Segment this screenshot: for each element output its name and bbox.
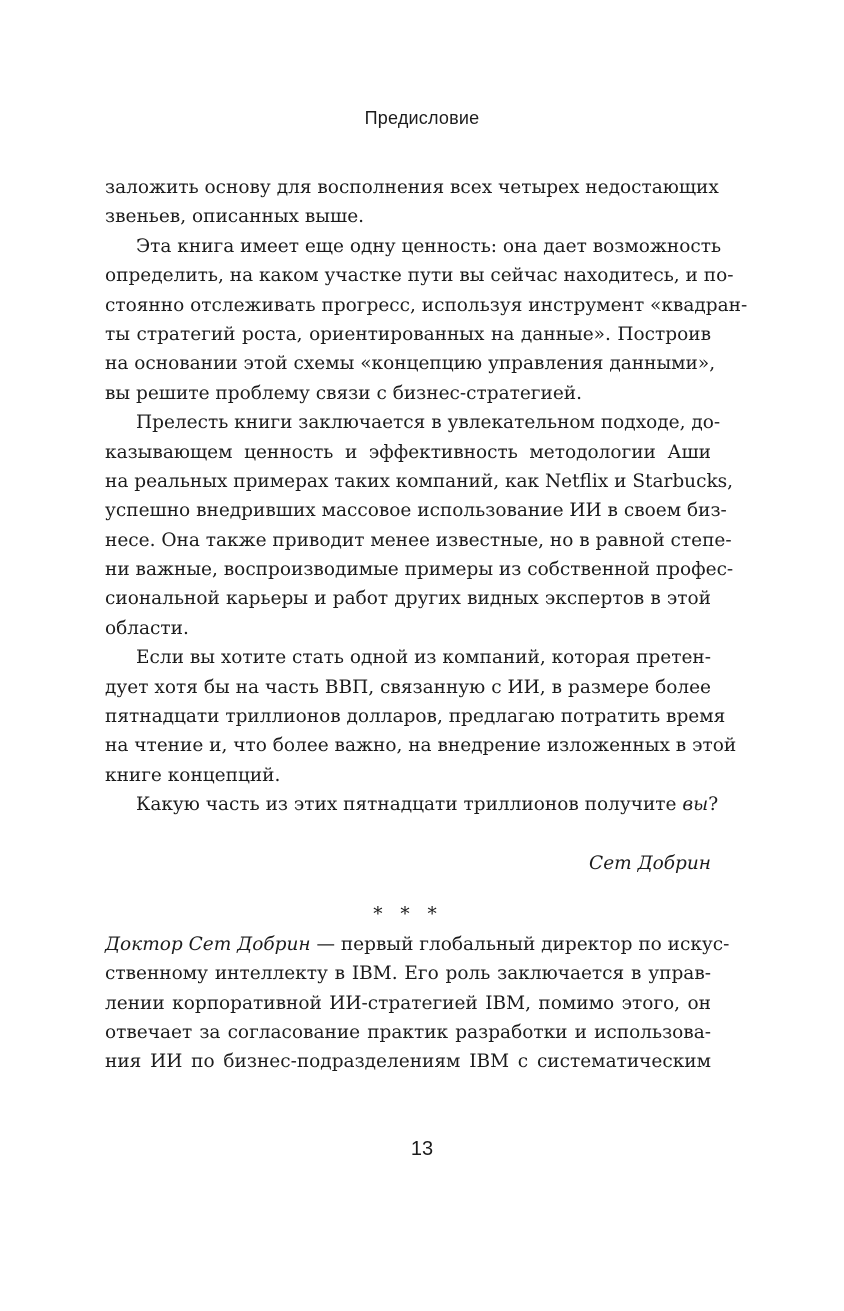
text-line: на реальных примерах таких компаний, как Netflix и Starbucks, — [105, 470, 734, 492]
body-text — [105, 173, 748, 1077]
signature: Сет Добрин — [589, 852, 711, 874]
text-line: казывающем ценность и эффективность методологии Аши — [105, 441, 711, 463]
emphasis: вы — [682, 794, 709, 816]
running-title: Предисловие — [364, 108, 480, 128]
text-line: пятнадцати триллионов долларов, предлагаю потратить время — [105, 706, 726, 728]
question-line — [105, 790, 719, 819]
text-line: области. — [105, 617, 189, 639]
text-line: Эта книга имеет еще одну ценность: она дает возможность — [136, 235, 722, 257]
text-line: на основании этой схемы «концепцию управления данными», — [105, 353, 716, 375]
text-line: книге концепций. — [105, 764, 281, 786]
text-line: несе. Она также приводит менее известные, но в равной степе- — [105, 529, 732, 551]
bio-line: ственному интеллекту в IBM. Его роль заключается в управ- — [105, 963, 711, 985]
page-number: 13 — [410, 1138, 434, 1160]
text-line: Прелесть книги заключается в увлекательном подходе, до- — [136, 412, 721, 434]
bio-name: Доктор Сет Добрин — [105, 933, 311, 955]
text-line: звеньев, описанных выше. — [105, 206, 365, 228]
text-line: на чтение и, что более важно, на внедрение изложенных в этой — [105, 735, 737, 757]
bio-line: Доктор Сет Добрин — первый глобальный директор по искус- — [105, 933, 730, 955]
text-line: определить, на каком участке пути вы сейчас находитесь, и по- — [105, 265, 734, 287]
bio-line: лении корпоративной ИИ-стратегией IBM, помимо этого, он — [105, 992, 711, 1014]
text-line: стоянно отслеживать прогресс, используя инструмент «квадран- — [105, 294, 748, 316]
text-line: успешно внедривших массовое использование ИИ в своем биз- — [105, 500, 727, 522]
text-line: ты стратегий роста, ориентированных на данные». Построив — [105, 323, 711, 345]
bio-line: ния ИИ по бизнес-подразделениям IBM с систематическим — [105, 1051, 711, 1073]
text-line: сиональной карьеры и работ других видных экспертов в этой — [105, 588, 711, 610]
text-line: заложить основу для восполнения всех четырех недостающих — [105, 177, 719, 198]
text-line: вы решите проблему связи с бизнес-стратегией. — [105, 382, 582, 404]
text-line: Если вы хотите стать одной из компаний, которая претен- — [136, 647, 711, 669]
bio-line: отвечает за согласование практик разработки и использова- — [105, 1021, 711, 1043]
section-separator: * * * — [373, 904, 443, 926]
text-line: ни важные, воспроизводимые примеры из собственной профес- — [105, 559, 734, 581]
question-mark: ? — [708, 794, 719, 816]
question-text: Какую часть из этих пятнадцати триллионов получите — [136, 794, 683, 816]
text-line: дует хотя бы на часть ВВП, связанную с ИИ, в размере более — [105, 676, 711, 698]
